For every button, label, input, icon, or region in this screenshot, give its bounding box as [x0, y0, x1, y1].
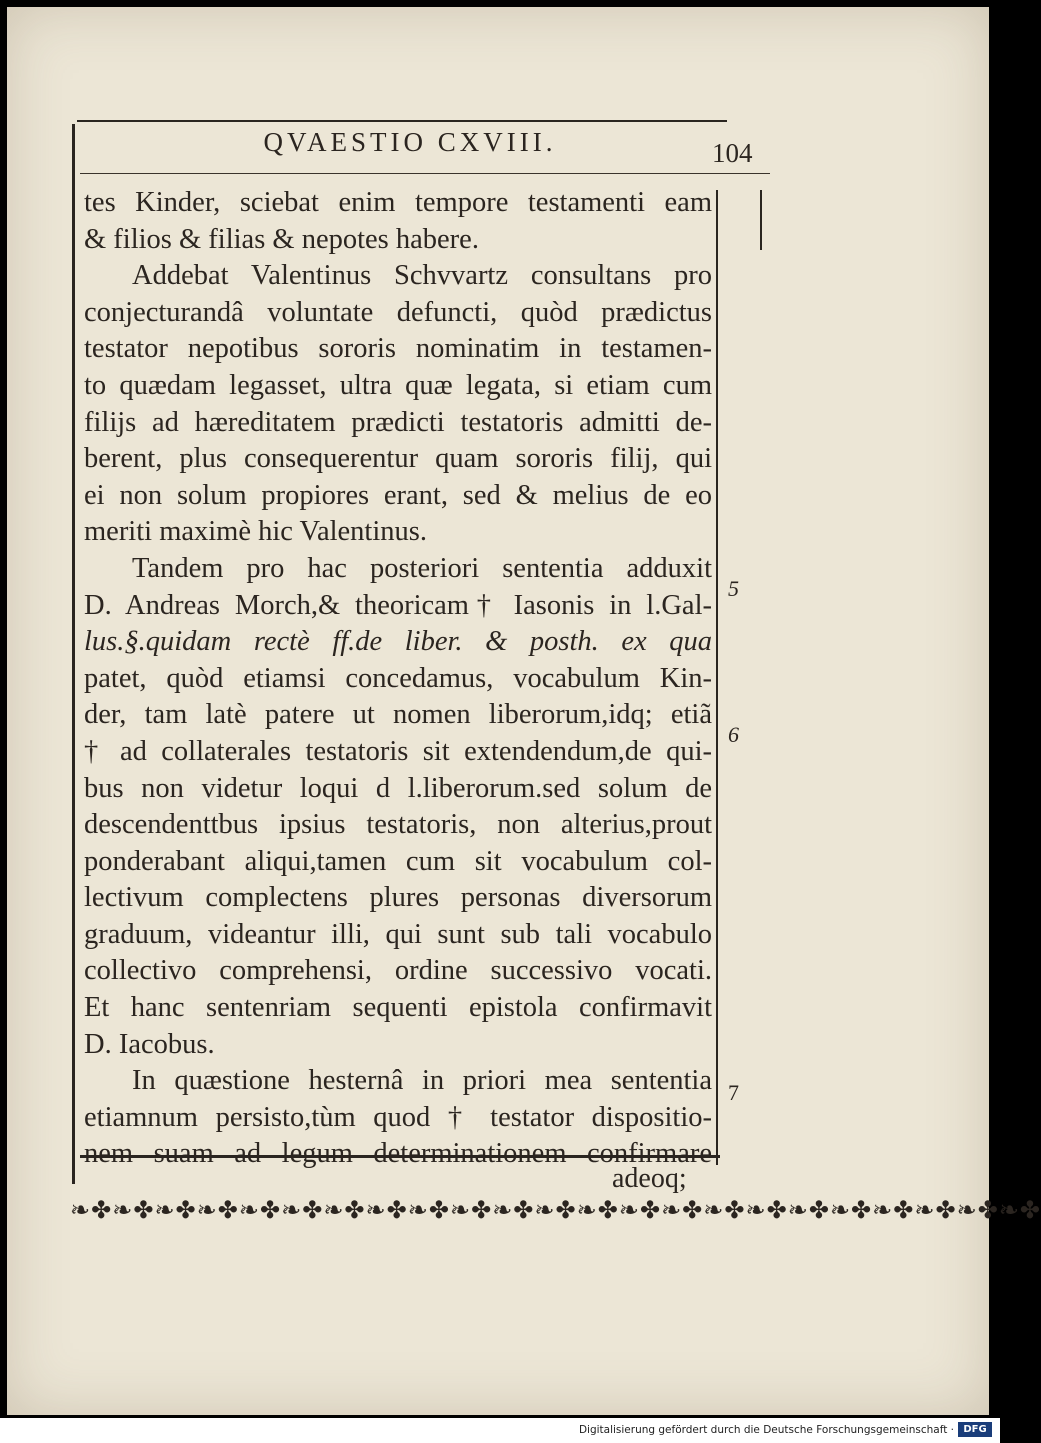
frame-rule-right [716, 190, 718, 1165]
margin-note: 7 [728, 1080, 739, 1105]
text-line: D. Andreas Morch,& theoricam† Iasonis in l.Gal- [84, 589, 712, 621]
text-line: ponderabant aliqui,tamen cum sit vocabulum col- [84, 845, 712, 877]
text-line: nem suam ad legum determinationem confirmare [84, 1138, 712, 1170]
footer-bar [0, 1418, 1000, 1443]
text-line: filijs ad hæreditatem prædicti testatoris admitti de- [84, 406, 712, 438]
text-line: In quæstione hesternâ in priori mea sententia [132, 1065, 712, 1097]
text-line: Et hanc sentenriam sequenti epistola confirmavit [84, 992, 712, 1024]
text-line: meriti maximè hic Valentinus. [84, 516, 427, 548]
frame-rule-left [72, 124, 75, 1184]
ornament-border: ❧✤❧✤❧✤❧✤❧✤❧✤❧✤❧✤❧✤❧✤❧✤❧✤❧✤❧✤❧✤❧✤❧✤❧✤❧✤❧✤❧✤❧✤❧✤ [70, 1198, 1041, 1224]
text-line: bus non videtur loqui d l.liberorum.sed solum de [84, 772, 712, 804]
text-line: lus.§.quidam rectè ff.de liber. & posth. ex qua [84, 626, 712, 658]
text-line: tes Kinder, sciebat enim tempore testamenti eam [84, 187, 712, 218]
text-line: etiamnum persisto,tùm quod † testator dispositio- [84, 1101, 712, 1133]
text-line: testator nepotibus sororis nominatim in testamen- [84, 333, 712, 365]
frame-rule-top [77, 120, 727, 122]
text-line: & filios & filias & nepotes habere. [84, 223, 479, 255]
frame-rule-outer-right [760, 190, 762, 250]
text-line: der, tam latè patere ut nomen liberorum,idq; etiã [84, 699, 712, 731]
footer-credit: Digitalisierung gefördert durch die Deutsche Forschungsgemeinschaft · [578, 1424, 954, 1436]
text-line: ei non solum propiores erant, sed & melius de eo [84, 479, 712, 511]
running-head: QVAESTIO CXVIII. [263, 127, 557, 157]
page-number: 104 [712, 138, 753, 168]
text-line: berent, plus consequerentur quam sororis filij, qui [84, 443, 712, 475]
text-line: Addebat Valentinus Schvvartz consultans pro [132, 260, 712, 292]
text-line: D. Iacobus. [84, 1028, 215, 1060]
text-line: Tandem pro hac posteriori sententia adduxit [132, 552, 712, 584]
body-text [84, 185, 712, 1173]
margin-note: 6 [728, 722, 739, 747]
margin-note: 5 [728, 576, 739, 601]
text-line: patet, quòd etiamsi concedamus, vocabulum Kin- [84, 662, 712, 694]
text-line: collectivo comprehensi, ordine successivo vocati. [84, 955, 712, 987]
text-line: † ad collaterales testatoris sit extendendum,de qui- [84, 735, 712, 767]
text-line: to quædam legasset, ultra quæ legata, si etiam cum [84, 369, 712, 401]
dfg-logo: DFG [958, 1422, 992, 1437]
text-line: descendenttbus ipsius testatoris, non alterius,prout [84, 809, 712, 841]
text-line: conjecturandâ voluntate defuncti, quòd prædictus [84, 296, 712, 328]
catchword: adeoq; [612, 1163, 687, 1194]
text-line: graduum, videantur illi, qui sunt sub tali vocabulo [84, 918, 712, 950]
text-line: lectivum complectens plures personas diversorum [84, 882, 712, 914]
header-rule [80, 173, 770, 174]
